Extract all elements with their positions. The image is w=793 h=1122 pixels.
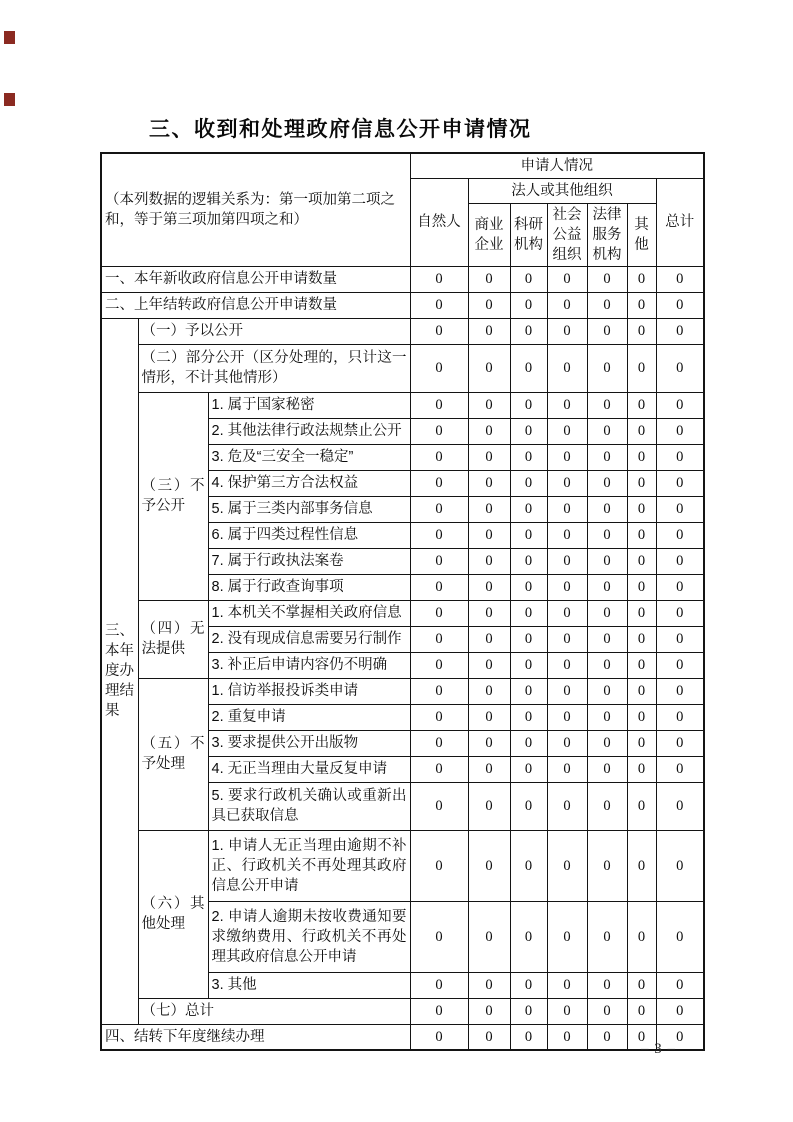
value-cell: 0 xyxy=(410,756,468,782)
value-cell: 0 xyxy=(510,652,547,678)
row-label: 1. 申请人无正当理由逾期不补正、行政机关不再处理其政府信息公开申请 xyxy=(208,830,410,901)
row-label: 一、本年新收政府信息公开申请数量 xyxy=(101,266,410,292)
value-cell: 0 xyxy=(587,496,627,522)
value-cell: 0 xyxy=(656,292,704,318)
group-label-not-processed: （五）不予处理 xyxy=(138,678,208,830)
value-cell: 0 xyxy=(656,444,704,470)
value-cell: 0 xyxy=(410,704,468,730)
value-cell: 0 xyxy=(587,756,627,782)
row-label: 7. 属于行政执法案卷 xyxy=(208,548,410,574)
value-cell: 0 xyxy=(510,522,547,548)
value-cell: 0 xyxy=(587,901,627,972)
row-label: （二）部分公开（区分处理的，只计这一情形，不计其他情形） xyxy=(138,344,410,392)
value-cell: 0 xyxy=(547,704,587,730)
value-cell: 0 xyxy=(547,496,587,522)
value-cell: 0 xyxy=(627,901,656,972)
value-cell: 0 xyxy=(468,344,510,392)
value-cell: 0 xyxy=(510,418,547,444)
row-label: 5. 要求行政机关确认或重新出具已获取信息 xyxy=(208,782,410,830)
row-label: 2. 重复申请 xyxy=(208,704,410,730)
value-cell: 0 xyxy=(510,574,547,600)
row-label: （一）予以公开 xyxy=(138,318,410,344)
value-cell: 0 xyxy=(587,1024,627,1050)
header-applicant-status: 申请人情况 xyxy=(410,153,704,178)
value-cell: 0 xyxy=(468,998,510,1024)
value-cell: 0 xyxy=(587,522,627,548)
value-cell: 0 xyxy=(468,972,510,998)
value-cell: 0 xyxy=(627,344,656,392)
row-label: 2. 其他法律行政法规禁止公开 xyxy=(208,418,410,444)
header-legal-service-org: 法律服务机构 xyxy=(587,203,627,266)
value-cell: 0 xyxy=(468,266,510,292)
value-cell: 0 xyxy=(468,548,510,574)
row-label: 3. 要求提供公开出版物 xyxy=(208,730,410,756)
value-cell: 0 xyxy=(656,574,704,600)
value-cell: 0 xyxy=(627,678,656,704)
table-row xyxy=(101,600,704,626)
value-cell: 0 xyxy=(410,574,468,600)
value-cell: 0 xyxy=(468,1024,510,1050)
value-cell: 0 xyxy=(410,972,468,998)
value-cell: 0 xyxy=(510,600,547,626)
value-cell: 0 xyxy=(627,318,656,344)
value-cell: 0 xyxy=(410,266,468,292)
value-cell: 0 xyxy=(510,1024,547,1050)
value-cell: 0 xyxy=(510,678,547,704)
value-cell: 0 xyxy=(587,626,627,652)
value-cell: 0 xyxy=(547,392,587,418)
value-cell: 0 xyxy=(547,1024,587,1050)
row-label: （七）总计 xyxy=(138,998,410,1024)
row-label: 1. 本机关不掌握相关政府信息 xyxy=(208,600,410,626)
value-cell: 0 xyxy=(410,522,468,548)
value-cell: 0 xyxy=(468,318,510,344)
header-other: 其他 xyxy=(627,203,656,266)
value-cell: 0 xyxy=(510,392,547,418)
value-cell: 0 xyxy=(587,574,627,600)
value-cell: 0 xyxy=(468,901,510,972)
value-cell: 0 xyxy=(587,418,627,444)
row-label: 2. 没有现成信息需要另行制作 xyxy=(208,626,410,652)
page-number: – 3 – xyxy=(641,1041,676,1057)
row-label: 3. 其他 xyxy=(208,972,410,998)
group-label-unable-to-provide: （四）无法提供 xyxy=(138,600,208,678)
value-cell: 0 xyxy=(627,574,656,600)
value-cell: 0 xyxy=(547,344,587,392)
value-cell: 0 xyxy=(510,972,547,998)
header-legal-org: 法人或其他组织 xyxy=(468,178,656,203)
group-label-other-processing: （六）其他处理 xyxy=(138,830,208,998)
header-total: 总计 xyxy=(656,178,704,266)
value-cell: 0 xyxy=(627,756,656,782)
value-cell: 0 xyxy=(410,998,468,1024)
header-natural-person: 自然人 xyxy=(410,178,468,266)
value-cell: 0 xyxy=(656,496,704,522)
value-cell: 0 xyxy=(468,704,510,730)
value-cell: 0 xyxy=(627,998,656,1024)
value-cell: 0 xyxy=(468,444,510,470)
value-cell: 0 xyxy=(656,652,704,678)
value-cell: 0 xyxy=(410,652,468,678)
value-cell: 0 xyxy=(510,756,547,782)
value-cell: 0 xyxy=(410,548,468,574)
value-cell: 0 xyxy=(547,444,587,470)
table-row xyxy=(101,318,704,344)
value-cell: 0 xyxy=(410,1024,468,1050)
value-cell: 0 xyxy=(656,756,704,782)
value-cell: 0 xyxy=(587,730,627,756)
value-cell: 0 xyxy=(510,901,547,972)
value-cell: 0 xyxy=(587,444,627,470)
value-cell: 0 xyxy=(468,626,510,652)
value-cell: 0 xyxy=(547,830,587,901)
value-cell: 0 xyxy=(410,496,468,522)
value-cell: 0 xyxy=(410,782,468,830)
value-cell: 0 xyxy=(656,998,704,1024)
value-cell: 0 xyxy=(587,652,627,678)
value-cell: 0 xyxy=(547,318,587,344)
value-cell: 0 xyxy=(410,830,468,901)
value-cell: 0 xyxy=(627,496,656,522)
value-cell: 0 xyxy=(587,972,627,998)
value-cell: 0 xyxy=(587,470,627,496)
value-cell: 0 xyxy=(656,678,704,704)
value-cell: 0 xyxy=(656,830,704,901)
value-cell: 0 xyxy=(627,444,656,470)
value-cell: 0 xyxy=(510,318,547,344)
value-cell: 0 xyxy=(627,418,656,444)
table-row xyxy=(101,830,704,901)
value-cell: 0 xyxy=(510,998,547,1024)
value-cell: 0 xyxy=(510,830,547,901)
table-row xyxy=(101,678,704,704)
value-cell: 0 xyxy=(547,678,587,704)
value-cell: 0 xyxy=(410,678,468,704)
value-cell: 0 xyxy=(656,344,704,392)
value-cell: 0 xyxy=(547,292,587,318)
value-cell: 0 xyxy=(547,266,587,292)
value-cell: 0 xyxy=(656,600,704,626)
value-cell: 0 xyxy=(656,470,704,496)
value-cell: 0 xyxy=(410,730,468,756)
table-note: （本列数据的逻辑关系为：第一项加第二项之和，等于第三项加第四项之和） xyxy=(101,153,410,266)
value-cell: 0 xyxy=(410,626,468,652)
value-cell: 0 xyxy=(547,652,587,678)
value-cell: 0 xyxy=(468,392,510,418)
value-cell: 0 xyxy=(410,470,468,496)
red-edge-mark-top xyxy=(4,31,15,44)
value-cell: 0 xyxy=(410,901,468,972)
value-cell: 0 xyxy=(510,730,547,756)
value-cell: 0 xyxy=(627,972,656,998)
value-cell: 0 xyxy=(547,972,587,998)
row-label: 3. 危及“三安全一稳定” xyxy=(208,444,410,470)
value-cell: 0 xyxy=(468,470,510,496)
value-cell: 0 xyxy=(587,392,627,418)
row-label: 4. 保护第三方合法权益 xyxy=(208,470,410,496)
value-cell: 0 xyxy=(510,548,547,574)
value-cell: 0 xyxy=(656,626,704,652)
value-cell: 0 xyxy=(547,470,587,496)
value-cell: 0 xyxy=(468,496,510,522)
value-cell: 0 xyxy=(656,392,704,418)
value-cell: 0 xyxy=(468,522,510,548)
value-cell: 0 xyxy=(510,470,547,496)
value-cell: 0 xyxy=(656,730,704,756)
value-cell: 0 xyxy=(656,548,704,574)
header-research-institution: 科研机构 xyxy=(510,203,547,266)
value-cell: 0 xyxy=(547,901,587,972)
value-cell: 0 xyxy=(410,392,468,418)
row-label: 1. 信访举报投诉类申请 xyxy=(208,678,410,704)
value-cell: 0 xyxy=(627,830,656,901)
value-cell: 0 xyxy=(627,266,656,292)
value-cell: 0 xyxy=(656,972,704,998)
value-cell: 0 xyxy=(410,418,468,444)
value-cell: 0 xyxy=(547,782,587,830)
value-cell: 0 xyxy=(468,782,510,830)
section3-vertical-label: 三、本年度办理结果 xyxy=(101,318,138,1024)
table-row xyxy=(101,266,704,292)
value-cell: 0 xyxy=(468,830,510,901)
row-label: 6. 属于四类过程性信息 xyxy=(208,522,410,548)
value-cell: 0 xyxy=(627,292,656,318)
value-cell: 0 xyxy=(547,418,587,444)
value-cell: 0 xyxy=(510,292,547,318)
value-cell: 0 xyxy=(656,266,704,292)
value-cell: 0 xyxy=(410,600,468,626)
value-cell: 0 xyxy=(656,418,704,444)
row-label: 二、上年结转政府信息公开申请数量 xyxy=(101,292,410,318)
value-cell: 0 xyxy=(468,292,510,318)
row-label: 8. 属于行政查询事项 xyxy=(208,574,410,600)
value-cell: 0 xyxy=(510,344,547,392)
value-cell: 0 xyxy=(547,548,587,574)
header-social-welfare-org: 社会公益组织 xyxy=(547,203,587,266)
value-cell: 0 xyxy=(510,704,547,730)
table-row xyxy=(101,344,704,392)
value-cell: 0 xyxy=(587,830,627,901)
value-cell: 0 xyxy=(468,730,510,756)
value-cell: 0 xyxy=(468,574,510,600)
value-cell: 0 xyxy=(627,470,656,496)
value-cell: 0 xyxy=(410,292,468,318)
row-label: 四、结转下年度继续办理 xyxy=(101,1024,410,1050)
value-cell: 0 xyxy=(627,600,656,626)
value-cell: 0 xyxy=(587,678,627,704)
value-cell: 0 xyxy=(547,600,587,626)
value-cell: 0 xyxy=(627,730,656,756)
value-cell: 0 xyxy=(656,318,704,344)
header-commercial-enterprise: 商业企业 xyxy=(468,203,510,266)
value-cell: 0 xyxy=(627,704,656,730)
value-cell: 0 xyxy=(587,998,627,1024)
value-cell: 0 xyxy=(587,548,627,574)
value-cell: 0 xyxy=(547,574,587,600)
table-row xyxy=(101,292,704,318)
value-cell: 0 xyxy=(547,998,587,1024)
value-cell: 0 xyxy=(627,392,656,418)
value-cell: 0 xyxy=(627,626,656,652)
section-title: 三、收到和处理政府信息公开申请情况 xyxy=(149,118,532,141)
row-label: 1. 属于国家秘密 xyxy=(208,392,410,418)
value-cell: 0 xyxy=(468,418,510,444)
value-cell: 0 xyxy=(656,901,704,972)
value-cell: 0 xyxy=(468,756,510,782)
application-stats-table xyxy=(100,152,705,1051)
value-cell: 0 xyxy=(656,704,704,730)
value-cell: 0 xyxy=(510,444,547,470)
value-cell: 0 xyxy=(627,1024,656,1050)
value-cell: 0 xyxy=(510,782,547,830)
value-cell: 0 xyxy=(627,652,656,678)
table-row xyxy=(101,1024,704,1050)
table-row xyxy=(101,998,704,1024)
value-cell: 0 xyxy=(410,318,468,344)
value-cell: 0 xyxy=(656,1024,704,1050)
value-cell: 0 xyxy=(627,782,656,830)
row-label: 2. 申请人逾期未按收费通知要求缴纳费用、行政机关不再处理其政府信息公开申请 xyxy=(208,901,410,972)
value-cell: 0 xyxy=(510,496,547,522)
value-cell: 0 xyxy=(587,318,627,344)
value-cell: 0 xyxy=(627,548,656,574)
value-cell: 0 xyxy=(468,600,510,626)
value-cell: 0 xyxy=(510,266,547,292)
row-label: 4. 无正当理由大量反复申请 xyxy=(208,756,410,782)
row-label: 3. 补正后申请内容仍不明确 xyxy=(208,652,410,678)
value-cell: 0 xyxy=(410,444,468,470)
value-cell: 0 xyxy=(510,626,547,652)
value-cell: 0 xyxy=(656,782,704,830)
red-edge-mark-bottom xyxy=(4,93,15,106)
value-cell: 0 xyxy=(587,292,627,318)
group-label-not-disclosed: （三）不予公开 xyxy=(138,392,208,600)
row-label: 5. 属于三类内部事务信息 xyxy=(208,496,410,522)
value-cell: 0 xyxy=(587,266,627,292)
value-cell: 0 xyxy=(627,522,656,548)
value-cell: 0 xyxy=(587,600,627,626)
value-cell: 0 xyxy=(410,344,468,392)
value-cell: 0 xyxy=(656,522,704,548)
table-row xyxy=(101,392,704,418)
value-cell: 0 xyxy=(468,678,510,704)
value-cell: 0 xyxy=(587,704,627,730)
value-cell: 0 xyxy=(547,730,587,756)
value-cell: 0 xyxy=(587,344,627,392)
value-cell: 0 xyxy=(468,652,510,678)
value-cell: 0 xyxy=(587,782,627,830)
value-cell: 0 xyxy=(547,522,587,548)
value-cell: 0 xyxy=(547,756,587,782)
value-cell: 0 xyxy=(547,626,587,652)
